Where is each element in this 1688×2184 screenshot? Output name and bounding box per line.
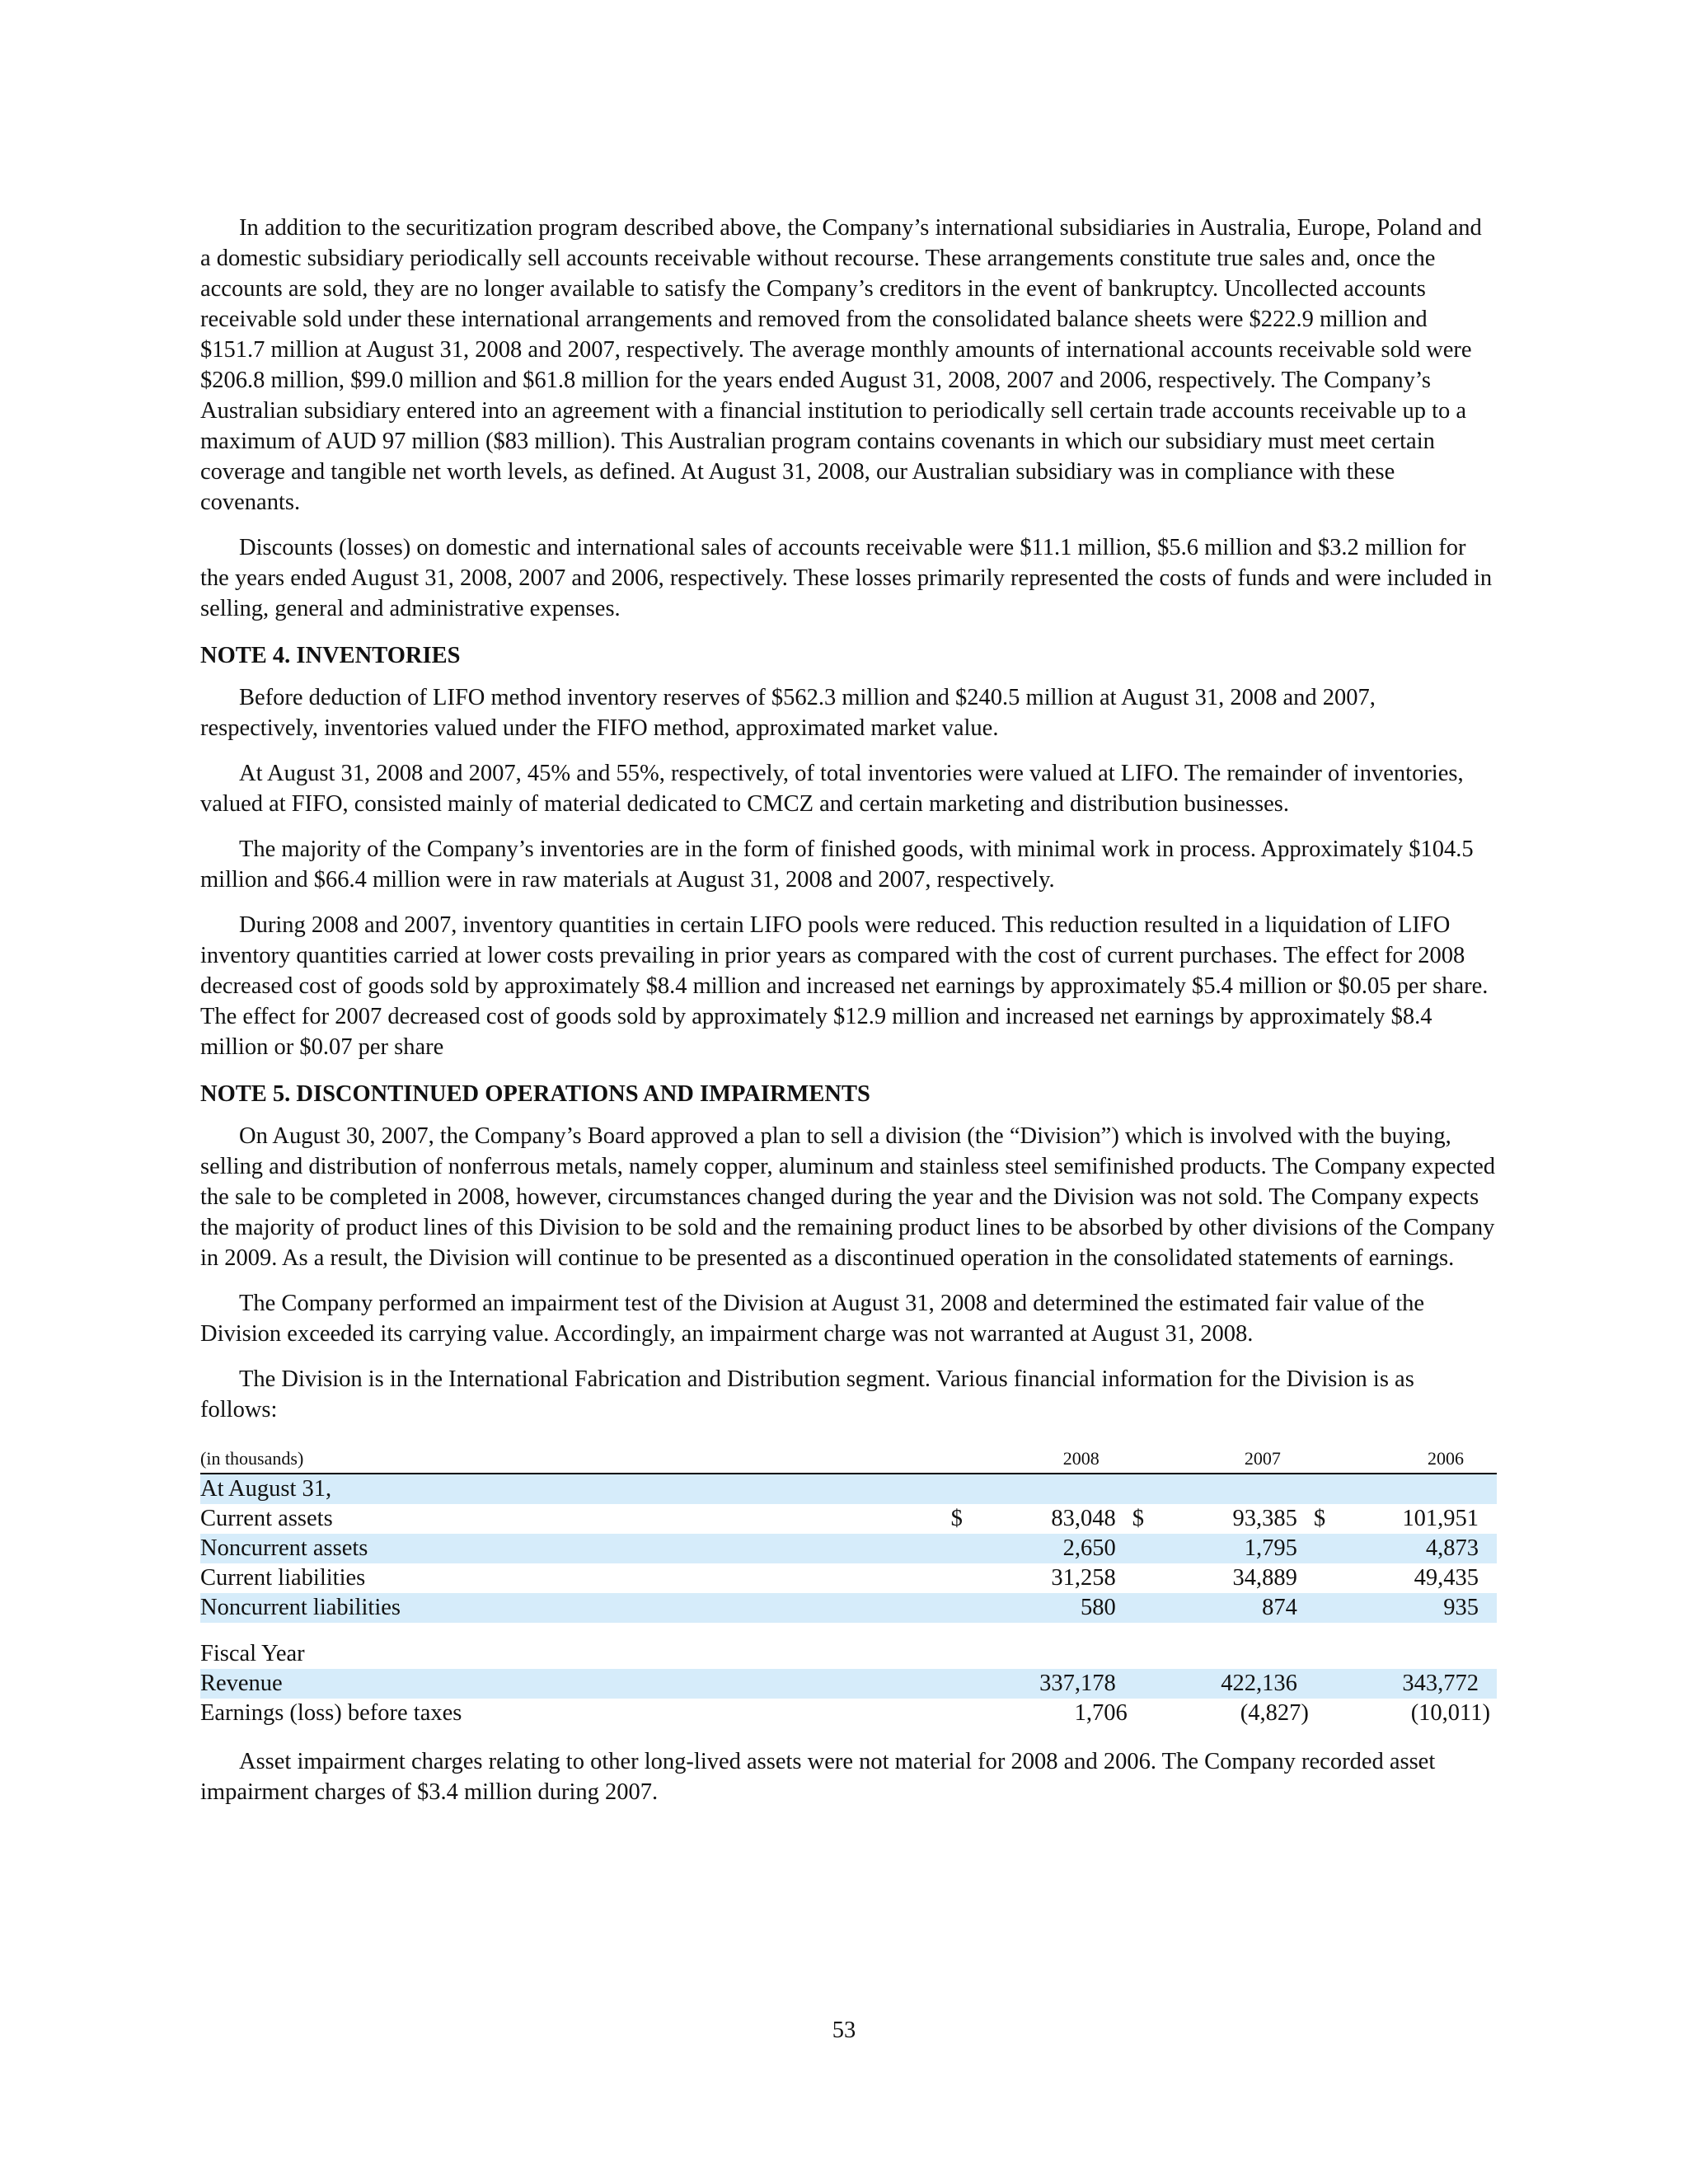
note-4-heading: NOTE 4. INVENTORIES [200,643,461,668]
table-cell: 2,650 [951,1534,1132,1563]
note-4-paragraph-4: During 2008 and 2007, inventory quantities in certain LIFO pools were reduced. This reduction resulted in a liquidation of LIFO inventory quantities carried at lower costs prevailing in prior years as compared with the cost of current purchases. The effect for 2008 decreased cost of goods sold by approximately $8.4 million and increased net earnings by approximately $5.4 million or $0.05 per share. The effect for 2007 decreased cost of goods sold by approximately $12.9 million and increased net earnings by approximately $8.4 million or $0.07 per share [200,912,1489,1060]
paragraph-impairment-charges: Asset impairment charges relating to other long-lived assets were not material for 2008 and 2006. The Company recorded asset impairment charges of $3.4 million during 2007. [200,1749,1436,1805]
table-row-label: Noncurrent assets [200,1534,951,1563]
note-5-paragraph-3: The Division is in the International Fabrication and Distribution segment. Various financial information for the Division is as follows: [200,1366,1414,1422]
table-row [200,1669,1497,1699]
currency-symbol: $ [950,1506,963,1531]
table-cell: 49,435 [1414,1565,1479,1591]
table-row [200,1593,1497,1623]
table-row [200,1699,1497,1728]
table-cell: 343,772 [1314,1669,1497,1699]
table-header-row [200,1446,1497,1474]
note-5-paragraph-2: The Company performed an impairment test of the Division at August 31, 2008 and determined the estimated fair value of the Division exceeded its carrying value. Accordingly, an impairment charge was not warranted at August 31, 2008. [200,1291,1425,1347]
paragraph-discounts: Discounts (losses) on domestic and international sales of accounts receivable were $11.1 million, $5.6 million and $3.2 million for the years ended August 31, 2008, 2007 and 2006, respectively. These losses primarily represented the costs of funds and were included in selling, general and administrative expenses. [200,535,1493,621]
table-cell: (4,827) [1240,1700,1309,1726]
table-section-label: At August 31, [200,1474,1497,1504]
table-cell: 422,136 [1132,1669,1314,1699]
table-cell: 31,258 [1051,1565,1116,1591]
table-spacer [200,1623,1497,1639]
table-cell: 337,178 [951,1669,1132,1699]
table-year-header: 2006 [1314,1446,1497,1474]
table-cell: 4,873 [1314,1534,1497,1563]
table-row-label: Revenue [200,1669,951,1699]
note-5-heading: NOTE 5. DISCONTINUED OPERATIONS AND IMPAIRMENTS [200,1081,870,1107]
table-section-row [200,1639,1497,1669]
page-number: 53 [832,2018,856,2043]
note-4-paragraph-1: Before deduction of LIFO method inventory reserves of $562.3 million and $240.5 million at August 31, 2008 and 2007, respectively, inventories valued under the FIFO method, approximated market value. [200,685,1376,741]
table-cell: 34,889 [1232,1565,1297,1591]
document-page [200,213,1497,1822]
table-cell: (10,011) [1410,1700,1490,1726]
paragraph-international-receivables: In addition to the securitization program described above, the Company’s international subsidiaries in Australia, Europe, Poland and a domestic subsidiary periodically sell accounts receivable without recourse. These arrangements constitute true sales and, once the accounts are sold, they are no longer available to satisfy the Company’s creditors in the event of bankruptcy. Uncollected accounts receivable sold under these international arrangements and removed from the consolidated balance sheets were $222.9 million and $151.7 million at August 31, 2008 and 2007, respectively. The average monthly amounts of international accounts receivable sold were $206.8 million, $99.0 million and $61.8 million for the years ended August 31, 2008, 2007 and 2006, respectively. The Company’s Australian subsidiary entered into an agreement with a financial institution to periodically sell certain trade accounts receivable up to a maximum of AUD 97 million ($83 million). This Australian program contains covenants in which our subsidiary must meet certain coverage and tangible net worth levels, as defined. At August 31, 2008, our Australian subsidiary was in compliance with these covenants. [200,215,1482,515]
table-year-header: 2007 [1132,1446,1314,1474]
currency-symbol: $ [1132,1506,1144,1531]
table-cell: $ 83,048 [951,1504,1132,1534]
table-cell: 580 [951,1593,1132,1623]
note-5-paragraph-1: On August 30, 2007, the Company’s Board approved a plan to sell a division (the “Division”) which is involved with the buying, selling and distribution of nonferrous metals, namely copper, aluminum and stainless steel semifinished products. The Company expected the sale to be completed in 2008, however, circumstances changed during the year and the Division was not sold. The Company expects the majority of product lines of this Division to be sold and the remaining product lines to be absorbed by other divisions of the Company in 2009. As a result, the Division will continue to be presented as a discontinued operation in the consolidated statements of earnings. [200,1123,1496,1271]
division-financial-table [200,1446,1497,1728]
table-cell: 1,795 [1132,1534,1314,1563]
table-section-label: Fiscal Year [200,1641,305,1666]
note-4-paragraph-2: At August 31, 2008 and 2007, 45% and 55%, respectively, of total inventories were valued at LIFO. The remainder of inventories, valued at FIFO, consisted mainly of material dedicated to CMCZ and certain marketing and distribution businesses. [200,761,1464,817]
table-cell: $ 101,951 [1314,1504,1497,1534]
table-cell: 1,706 [1074,1700,1128,1726]
currency-symbol: $ [1313,1506,1326,1531]
table-row [200,1534,1497,1563]
table-row [200,1504,1497,1534]
table-unit-label: (in thousands) [200,1446,951,1474]
table-row-label: Current liabilities [200,1565,366,1591]
table-row [200,1563,1497,1593]
table-row-label: Current assets [200,1506,333,1531]
table-year-header: 2008 [951,1446,1132,1474]
table-section-row [200,1474,1497,1504]
table-row-label: Noncurrent liabilities [200,1593,951,1623]
table-cell: $ 93,385 [1132,1504,1314,1534]
table-cell: 935 [1314,1593,1497,1623]
note-4-paragraph-3: The majority of the Company’s inventories are in the form of finished goods, with minimal work in process. Approximately $104.5 million and $66.4 million were in raw materials at August 31, 2008 and 2007, respectively. [200,837,1474,893]
table-row-label: Earnings (loss) before taxes [200,1700,462,1726]
table-cell: 874 [1132,1593,1314,1623]
